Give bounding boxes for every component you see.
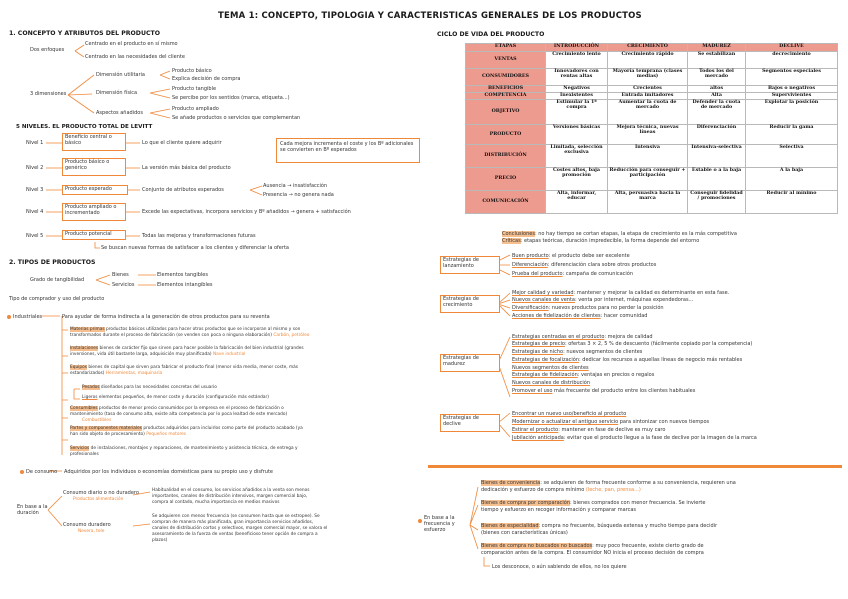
ligeros-term: Ligeros <box>82 395 98 400</box>
madurez-item-term: Promover el uso <box>512 388 553 394</box>
aspectos-anadidos: Aspectos añadidos <box>96 110 143 116</box>
lanzamiento-item-term: Diferenciación <box>512 262 548 268</box>
no-buscados-line-1 <box>481 543 704 549</box>
table-cell: Costes altos, baja promoción <box>546 168 608 191</box>
especialidad-line-1 <box>481 523 717 529</box>
equipos-text-2: estandarizados) <box>70 371 105 376</box>
table-cell: Selectiva <box>746 145 838 168</box>
lanzamiento-item <box>512 271 633 277</box>
madurez-box: Estrategias de madurez <box>440 354 500 372</box>
table-row-header: PRECIO <box>466 168 546 191</box>
nivel-3: Nivel 3 <box>26 187 44 193</box>
partes-term: Partes y componentes materiales <box>70 426 143 431</box>
no-duradero-label: Consumo diario o no duradero <box>63 490 139 496</box>
crecimiento-item-term: Nuevos canales de venta <box>512 297 575 303</box>
duradero-desc-5: plazos) <box>152 538 168 543</box>
crecimiento-item <box>512 290 729 296</box>
table-cell: Reducir al mínimo <box>746 191 838 214</box>
lanzamiento-item-term: Prueba del producto <box>512 271 563 277</box>
cycle-table <box>465 43 838 214</box>
especialidad-line-2: (bienes con características únicas) <box>481 530 568 536</box>
madurez-item-text: : nuevos segmentos de clientes <box>563 349 643 355</box>
madurez-item <box>512 357 742 363</box>
tipo-comprador: Tipo de comprador y uso del producto <box>9 296 105 302</box>
partes-text: productos adquiridos para incluirlos como parte del producto acabado (ya <box>142 426 303 431</box>
table-cell: Limitada, selección exclusiva <box>546 145 608 168</box>
lanzamiento-item-text: : campaña de comunicación <box>562 271 634 277</box>
dim-util-2: Explica decisión de compra <box>172 76 241 82</box>
madurez-item-term: Estrategias centradas en el producto <box>512 334 605 340</box>
equipos-line-2 <box>70 371 162 376</box>
level-1-box: Beneficio central o básico <box>62 133 126 151</box>
declive-item-term: Modernizar o actualizar el antiguo servicio <box>512 419 619 425</box>
industriales-label: Industriales <box>13 314 43 320</box>
table-cell: Mayoría temprana (clases medias) <box>608 69 688 86</box>
declive-item-text: para sintonizar con nuevos tiempos <box>618 419 710 425</box>
crecimiento-item-term: Mejor calidad y variedad <box>512 290 574 296</box>
level-2-box: Producto básico o genérico <box>62 158 126 176</box>
madurez-item <box>512 372 654 378</box>
table-cell: Crecientes <box>608 86 688 93</box>
conveniencia-line-1 <box>481 480 736 486</box>
nivel-5: Nivel 5 <box>26 233 44 239</box>
table-cell: Se estabilizan <box>688 52 746 69</box>
level-4-desc: Excede las expectativas, incorpora servicios y Bº añadidos → genera + satisfacción <box>142 209 351 215</box>
consumibles-term: Consumibles <box>70 406 98 411</box>
levitt-note: Cada mejora incrementa el coste y los Bº adicionales se convierten en Bº esperados <box>276 138 420 163</box>
levitt-heading: 5 NIVELES. EL PRODUCTO TOTAL DE LEVITT <box>16 124 153 130</box>
level-3-extra-1: Ausencia → insatisfacción <box>263 183 328 189</box>
dim-asp-2: Se añade productos o servicios que complementan <box>172 115 301 121</box>
frecuencia-label: En base a la frecuencia y esfuerzo <box>424 515 455 533</box>
lanzamiento-item-text: : diferenciación clara sobre otros productos <box>547 262 657 268</box>
table-cell: Crecimiento lento <box>546 52 608 69</box>
declive-item-text: : mantener en fase de declive es muy caro <box>558 427 666 433</box>
table-cell: Explotar la posición <box>746 100 838 125</box>
conveniencia-text-2: dedicación y esfuerzo de compra mínimo <box>481 487 585 493</box>
crecimiento-item-term: Acciones de fidelización de clientes <box>512 313 601 319</box>
conclusiones-text: : no hay tiempo se cortan etapas, la etapa de crecimiento es la más competitiva <box>534 231 737 237</box>
instalaciones-text-2: inversiones, vida útil bastante larga, adquisición muy planificada) <box>70 352 212 357</box>
duradero-desc-1: Se adquieren con menos frecuencia (se consumen hasta que se estropee). Se <box>152 514 320 519</box>
madurez-item-text: : dedicar los recursos a aquellas líneas de negocio más rentables <box>579 357 743 363</box>
table-cell: Crecimiento rápido <box>608 52 688 69</box>
criticas-text: : etapas teóricas, duración impredecible, la forma depende del entorno <box>520 238 700 244</box>
no-buscados-text: : muy poco frecuente, existe cierto grado de <box>592 543 704 549</box>
declive-item <box>512 411 626 417</box>
table-cell: Alta, persuasiva hacia la marca <box>608 191 688 214</box>
table-row <box>466 100 838 125</box>
table-row-header: VENTAS <box>466 52 546 69</box>
conveniencia-text: : se adquieren de forma frecuente conforme a su conveniencia, requieren una <box>540 480 736 486</box>
level-3-box: Producto esperado <box>62 185 128 195</box>
madurez-item <box>512 388 695 394</box>
nivel-2: Nivel 2 <box>26 165 44 171</box>
especialidad-term: Bienes de especialidad <box>481 523 539 529</box>
consumibles-line-2: mantenimiento (tasa de consumo alta, existe alta competencia por lo poca lealtad de este mercado) <box>70 412 288 417</box>
materias-primas-line-2 <box>70 333 309 338</box>
no-buscados-line-2: comparación antes de la compra. El consumidor NO inicia el proceso decisión de compra <box>481 550 704 556</box>
pesados-term: Pesados <box>82 385 100 390</box>
duradero-label: Consumo duradero <box>63 522 111 528</box>
materias-primas-text: productos básicos utilizados para hacer otros productos que se incorporan al mismo y son <box>104 327 301 332</box>
table-header-cell: MADUREZ <box>688 44 746 52</box>
comparacion-line-2: tiempo y esfuerzo en recoger información y comparar marcas <box>481 507 637 513</box>
madurez-item <box>512 334 653 340</box>
no-duradero-desc-1: Habitualidad en el consumo, los servicios añadidos a la venta son menos <box>152 488 310 493</box>
madurez-item <box>512 365 589 371</box>
table-header-cell: CRECIMIENTO <box>608 44 688 52</box>
consumo-label: De consumo <box>26 469 58 475</box>
materias-primas-text-2: transformados durante el proceso de fabricación (se venden con poca o ninguna elaboración) <box>70 333 272 338</box>
partes-line-2 <box>70 432 186 437</box>
declive-item-term: Jubilación anticipada <box>512 435 564 441</box>
partes-line-1 <box>70 426 303 431</box>
madurez-item-term: Estrategias de focalización <box>512 357 580 363</box>
conveniencia-line-2 <box>481 487 641 493</box>
table-row <box>466 145 838 168</box>
tres-dimensiones-label: 3 dimensiones <box>30 91 67 97</box>
table-row <box>466 52 838 69</box>
equipos-term: Equipos <box>70 365 87 370</box>
table-cell: altos <box>688 86 746 93</box>
materias-primas-line-1 <box>70 327 300 332</box>
madurez-item-term: Estrategias de nicho <box>512 349 564 355</box>
servicios-ind-text: de instalaciones, montajes y reparaciones, de mantenimiento y asistencia técnica, de entrega y <box>89 446 298 451</box>
materias-primas-term: Materias primas <box>70 327 105 332</box>
table-cell: Bajos o negativos <box>746 86 838 93</box>
conveniencia-example: (leche, pan, prensa...) <box>584 487 641 493</box>
servicios-desc: Elementos intangibles <box>157 282 213 288</box>
crecimiento-item <box>512 313 647 319</box>
madurez-item-text: : ventajas en precios o regalos <box>577 372 655 378</box>
duradero-desc-2: compran de manera más planificada, gran importancia servicios añadidos, <box>152 520 314 525</box>
servicios-ind-line-1 <box>70 446 298 451</box>
dimension-utilitaria: Dimensión utilitaria <box>96 72 145 78</box>
crecimiento-item <box>512 305 664 311</box>
no-buscados-extra: Los desconoce, o aún sabiendo de ellos, no los quiere <box>492 564 627 570</box>
madurez-item-term: Nuevos segmentos de clientes <box>512 365 589 371</box>
dim-fis-2: Se percibe por los sentidos (marca, etiqueta...) <box>172 95 290 101</box>
level-3-extra-2: Presencia → no genera nada <box>263 192 334 198</box>
no-buscados-term: Bienes de compra no buscados no buscados <box>481 543 593 549</box>
table-header-cell: ETAPAS <box>466 44 546 52</box>
table-cell: Versiones básicas <box>546 125 608 145</box>
table-row-header: COMPETENCIA <box>466 93 546 100</box>
table-header-cell: DECLIVE <box>746 44 838 52</box>
declive-item-term: Encontrar un nuevo uso/beneficio al producto <box>512 411 627 417</box>
no-duradero-desc-3: compra al contado, mucha importancia en medios masivos <box>152 500 280 505</box>
base-duracion: En base a la duración <box>17 504 48 516</box>
crecimiento-item-text: : hacer comunidad <box>600 313 648 319</box>
table-cell: Inexistentes <box>546 93 608 100</box>
consumibles-line-1 <box>70 406 284 411</box>
dim-asp-1: Producto ampliado <box>172 106 219 112</box>
dim-fis-1: Producto tangible <box>172 86 217 92</box>
table-cell: A la baja <box>746 168 838 191</box>
materias-primas-example: Carbón, petróleo <box>271 333 310 338</box>
partes-text-2: han sido objeto de procesamiento) <box>70 432 145 437</box>
criticas-term: Críticas <box>502 238 521 244</box>
consumo-bullet <box>20 470 24 474</box>
ligeros-text: elementos pequeños, de menor coste y duración (configuración más estándar) <box>97 395 269 400</box>
declive-box: Estrategias de declive <box>440 414 500 432</box>
duradero-desc-4: asesoramiento de la fuerza de ventas (beneficioso tener opción de compra a <box>152 532 318 537</box>
comparacion-text: : bienes comprados con menor frecuencia. Se invierte <box>570 500 706 506</box>
lanzamiento-item <box>512 262 656 268</box>
instalaciones-example: Nave industrial <box>211 352 246 357</box>
level-5-desc: Todas las mejoras y transformaciones futuras <box>142 233 256 239</box>
madurez-item <box>512 349 642 355</box>
table-cell: Segmentos especiales <box>746 69 838 86</box>
madurez-item-text: : ofertas 3 × 2, 5 % de descuento (fácilmente copiado por la competencia) <box>564 341 753 347</box>
dim-util-1: Producto básico <box>172 68 212 74</box>
table-cell: Entrada imitadores <box>608 93 688 100</box>
instalaciones-line-1 <box>70 346 304 351</box>
duradero-example: Nevera, tele <box>78 529 105 534</box>
nivel-4: Nivel 4 <box>26 209 44 215</box>
consumibles-text: productos de menor precio consumidos por la empresa en el proceso de fabricación o <box>97 406 284 411</box>
conveniencia-term: Bienes de conveniencia <box>481 480 541 486</box>
duradero-desc-3: canales de distribución cortos y selectivos, margen comercial mayor, se valora el <box>152 526 328 531</box>
table-cell: Defender la cuota de mercado <box>688 100 746 125</box>
partes-example: Pequeños motores <box>144 432 187 437</box>
level-4-box: Producto ampliado o incrementado <box>62 203 126 221</box>
madurez-item-text: : mejora de calidad <box>604 334 653 340</box>
crecimiento-item <box>512 297 693 303</box>
table-header-cell: INTRODUCCIÓN <box>546 44 608 52</box>
instalaciones-term: Instalaciones <box>70 346 99 351</box>
criticas-line <box>502 238 699 244</box>
servicios-ind-term: Servicios <box>70 446 90 451</box>
bienes-label: Bienes <box>112 272 129 278</box>
servicios-ind-line-2: profesionales <box>70 452 99 457</box>
comparacion-term: Bienes de compra por comparación <box>481 500 571 506</box>
table-row <box>466 168 838 191</box>
declive-item <box>512 435 757 441</box>
crecimiento-item-text: : nuevos productos para no perder la posición <box>548 305 664 311</box>
level-5-box: Producto potencial <box>62 230 126 240</box>
table-row-header: PRODUCTO <box>466 125 546 145</box>
madurez-item-text: más frecuente del producto entre los clientes habituales <box>552 388 696 394</box>
table-cell: Aumentar la cuota de mercado <box>608 100 688 125</box>
table-cell: Innovadores con rentas altas <box>546 69 608 86</box>
lanzamiento-item-term: Buen producto <box>512 253 549 259</box>
crecimiento-item-text: : mantener y mejorar la calidad es determinante en esta fase. <box>573 290 730 296</box>
level-1-desc: Lo que el cliente quiere adquirir <box>142 140 222 146</box>
crecimiento-item-term: Diversificación <box>512 305 549 311</box>
frecuencia-bullet <box>418 519 422 523</box>
instalaciones-line-2 <box>70 352 245 357</box>
declive-item-term: Estirar el producto <box>512 427 559 433</box>
madurez-item-term: Estrategias de fidelización <box>512 372 578 378</box>
enfoque-2: Centrado en las necesidades del cliente <box>85 54 185 60</box>
madurez-item-term: Nuevos canales de distribución <box>512 380 591 386</box>
industriales-bullet <box>7 315 11 319</box>
table-row <box>466 69 838 86</box>
comparacion-line-1 <box>481 500 705 506</box>
table-cell: Reducir la gama <box>746 125 838 145</box>
madurez-item <box>512 380 590 386</box>
pesados-line <box>82 385 217 390</box>
level-5-extra: Se buscan nuevas formas de satisfacer a los clientes y diferenciar la oferta <box>101 245 289 251</box>
lanzamiento-item <box>512 253 630 259</box>
no-duradero-example: Productos alimentación <box>73 497 124 502</box>
equipos-example: Herramientas, maquinaria <box>104 371 163 376</box>
declive-item <box>512 427 665 433</box>
nivel-1: Nivel 1 <box>26 140 44 146</box>
level-2-desc: La versión más básica del producto <box>142 165 231 171</box>
bienes-desc: Elementos tangibles <box>157 272 208 278</box>
especialidad-text: : compra no frecuente, búsqueda extensa y mucho tiempo para decidir <box>538 523 718 529</box>
table-cell: Alta, informar, educar <box>546 191 608 214</box>
table-cell: Supervivientes <box>746 93 838 100</box>
level-3-desc: Conjunto de atributos esperados <box>142 187 224 193</box>
table-cell: Estable o a la baja <box>688 168 746 191</box>
madurez-item-term: Estrategias de precio <box>512 341 565 347</box>
section-2-heading: 2. TIPOS DE PRODUCTOS <box>9 259 96 266</box>
declive-item-text: : evitar que el producto llegue a la fase de declive por la imagen de la marca <box>563 435 757 441</box>
enfoque-1: Centrado en el producto en sí mismo <box>85 41 178 47</box>
section-divider <box>428 465 842 468</box>
no-duradero-desc-2: importantes, canales de distribución intensivos, margen comercial bajo, <box>152 494 308 499</box>
conclusiones-line <box>502 231 737 237</box>
table-cell: Conseguir fidelidad / promociones <box>688 191 746 214</box>
table-cell: Negativos <box>546 86 608 93</box>
table-cell: Mejora técnica, nuevas líneas <box>608 125 688 145</box>
lanzamiento-item-text: : el producto debe ser excelente <box>548 253 630 259</box>
table-cell: Intensiva-selectiva <box>688 145 746 168</box>
dos-enfoques-label: Dos enfoques <box>30 47 65 53</box>
table-row-header: OBJETIVO <box>466 100 546 125</box>
industriales-desc: Para ayudar de forma indirecta a la generación de otros productos para su reventa <box>62 314 270 320</box>
pesados-text: diseñados para las necesidades concretas del usuario <box>99 385 217 390</box>
instalaciones-text: bienes de carácter fijo que sirven para hacer posible la fabricación del bien industrial (grandes <box>98 346 304 351</box>
ligeros-line <box>82 395 269 400</box>
table-cell: Intensiva <box>608 145 688 168</box>
table-row-header: BENEFICIOS <box>466 86 546 93</box>
table-cell: Todos los del mercado <box>688 69 746 86</box>
consumibles-example: Combustibles <box>82 418 112 423</box>
cycle-heading: CICLO DE VIDA DEL PRODUCTO <box>437 31 545 38</box>
lanzamiento-box: Estrategias de lanzamiento <box>440 256 500 274</box>
page-title: TEMA 1: CONCEPTO, TIPOLOGIA Y CARACTERISTICAS GENERALES DE LOS PRODUCTOS <box>218 11 642 21</box>
dimension-fisica: Dimensión física <box>96 90 138 96</box>
table-row <box>466 125 838 145</box>
table-cell: Diferenciación <box>688 125 746 145</box>
madurez-item <box>512 341 752 347</box>
table-row-header: CONSUMIDORES <box>466 69 546 86</box>
equipos-text: bienes de capital que sirven para fabricar el producto final (menor vida media, menor coste, más <box>86 365 299 370</box>
equipos-line-1 <box>70 365 298 370</box>
table-cell: Estimular la 1ª compra <box>546 100 608 125</box>
table-cell: Reducción para conseguir + participación <box>608 168 688 191</box>
table-row-header: DISTRIBUCIÓN <box>466 145 546 168</box>
grado-tangibilidad: Grado de tangibilidad <box>30 277 85 283</box>
crecimiento-box: Estrategias de crecimiento <box>440 295 500 313</box>
table-cell: Alta <box>688 93 746 100</box>
servicios-label: Servicios <box>112 282 135 288</box>
conclusiones-term: Conclusiones <box>502 231 535 237</box>
table-row <box>466 191 838 214</box>
table-row-header: COMUNICACIÓN <box>466 191 546 214</box>
section-1-heading: 1. CONCEPTO Y ATRIBUTOS DEL PRODUCTO <box>9 30 160 37</box>
crecimiento-item-text: : venta por internet, máquinas expendedoras... <box>574 297 694 303</box>
consumo-desc: Adquiridos por los individuos o economías domésticas para su propio uso y disfrute <box>64 469 273 475</box>
declive-item <box>512 419 709 425</box>
table-cell: decrecimiento <box>746 52 838 69</box>
